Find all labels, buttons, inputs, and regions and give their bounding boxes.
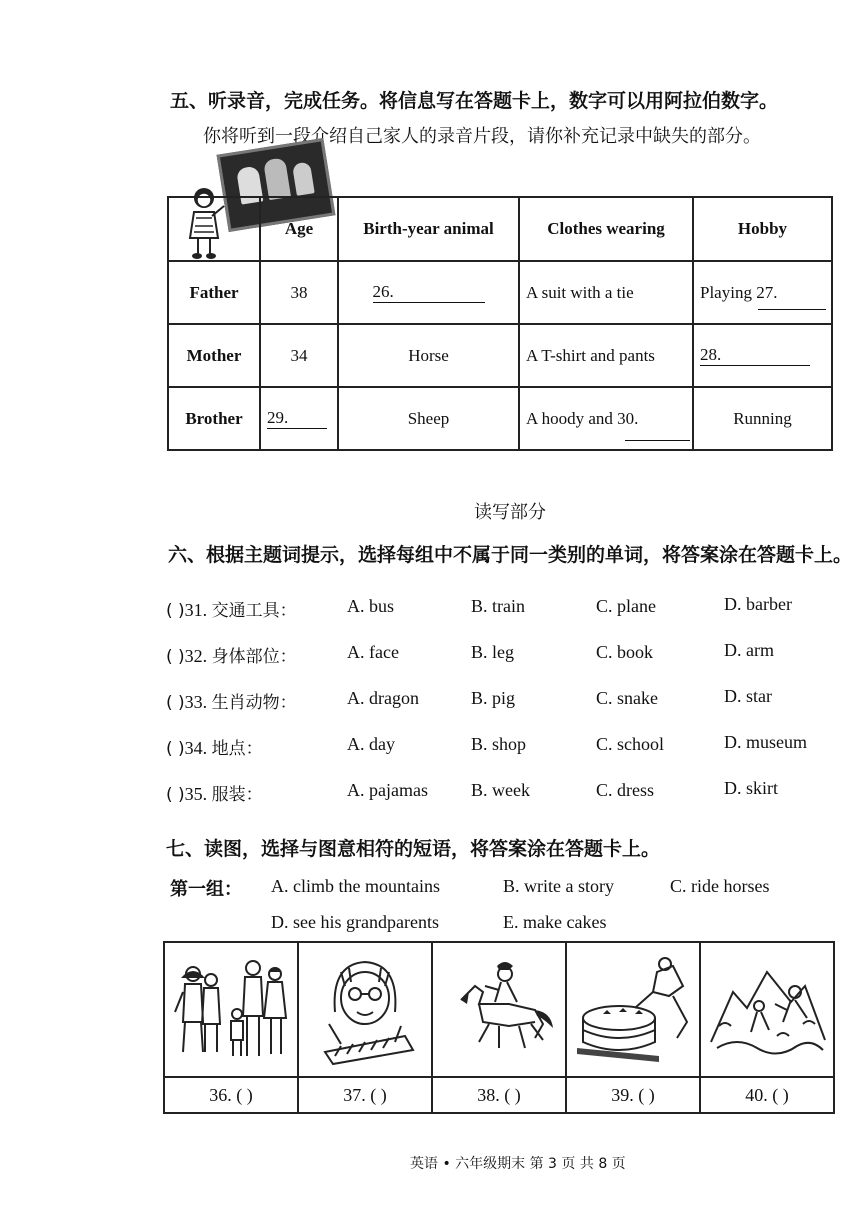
- header-birth-year-animal: Birth-year animal: [338, 197, 519, 261]
- table-row: [168, 261, 832, 324]
- option-a: A. bus: [347, 596, 395, 616]
- answer-paren[interactable]: ( ): [166, 693, 185, 713]
- option-b: B. pig: [471, 688, 516, 708]
- section7-title: 七、读图，选择与图意相符的短语，将答案涂在答题卡上。: [166, 838, 661, 860]
- picture-36-family: [164, 942, 298, 1077]
- age-cell: 34: [260, 324, 338, 387]
- answer-paren[interactable]: ( ): [166, 601, 185, 621]
- option-d: D. skirt: [724, 778, 778, 798]
- phrase-option-d: D. see his grandparents: [271, 912, 439, 932]
- blank-30-underline: [625, 440, 690, 441]
- option-a: A. pajamas: [347, 780, 428, 800]
- picture-39-cake: [566, 942, 700, 1077]
- member-name: Brother: [168, 387, 260, 450]
- question-number: 35.: [184, 784, 208, 804]
- making-cake-image: [573, 952, 693, 1067]
- option-a: A. day: [347, 734, 395, 754]
- answer-38[interactable]: 38. ( ): [432, 1077, 566, 1113]
- member-name: Father: [168, 261, 260, 324]
- question-topic: 地点：: [211, 739, 263, 759]
- phrase-option-b: B. write a story: [503, 876, 614, 896]
- question-number: 31.: [184, 600, 208, 620]
- header-age: Age: [260, 197, 338, 261]
- picture-matching-table: [163, 941, 835, 1114]
- option-a: A. dragon: [347, 688, 419, 708]
- section6-title: 六、根据主题词提示，选择每组中不属于同一类别的单词，将答案涂在答题卡上。: [168, 544, 853, 566]
- answer-37[interactable]: 37. ( ): [298, 1077, 432, 1113]
- option-d: D. museum: [724, 732, 807, 752]
- option-c: C. school: [596, 734, 665, 754]
- riding-horse-image: [439, 952, 559, 1067]
- table-header-row: [168, 197, 832, 261]
- family-visit-image: [171, 952, 291, 1067]
- header-hobby: Hobby: [693, 197, 832, 261]
- option-c: C. book: [596, 642, 654, 662]
- family-info-table: [167, 196, 833, 451]
- age-cell: [260, 387, 338, 450]
- option-b: B. train: [471, 596, 525, 616]
- question-32: [166, 642, 297, 667]
- picture-37-writing: [298, 942, 432, 1077]
- phrase-option-e: E. make cakes: [503, 912, 607, 932]
- member-name: Mother: [168, 324, 260, 387]
- header-clothes-wearing: Clothes wearing: [519, 197, 693, 261]
- picture-40-mountain: [700, 942, 834, 1077]
- answer-paren[interactable]: ( ): [166, 647, 185, 667]
- option-b: B. leg: [471, 642, 514, 662]
- answer-36[interactable]: 36. ( ): [164, 1077, 298, 1113]
- question-31: [166, 596, 297, 621]
- clothes-cell: A T-shirt and pants: [519, 324, 693, 387]
- answer-40[interactable]: 40. ( ): [700, 1077, 834, 1113]
- question-35: [166, 780, 263, 805]
- table-row: [168, 324, 832, 387]
- question-number: 34.: [184, 738, 208, 758]
- answer-paren[interactable]: ( ): [166, 739, 185, 759]
- option-d: D. arm: [724, 640, 774, 660]
- phrase-option-c: C. ride horses: [670, 876, 770, 896]
- option-a: A. face: [347, 642, 399, 662]
- picture-row: [164, 942, 834, 1077]
- option-d: D. barber: [724, 594, 792, 614]
- page-footer: 英语 • 六年级期末 第 3 页 共 8 页: [410, 1156, 626, 1172]
- group-label: 第一组：: [170, 879, 242, 900]
- section5-title: 五、听录音，完成任务。将信息写在答题卡上，数字可以用阿拉伯数字。: [170, 90, 779, 112]
- blank-26[interactable]: 26.: [373, 282, 485, 303]
- picture-38-horse: [432, 942, 566, 1077]
- animal-cell: [338, 261, 519, 324]
- question-number: 32.: [184, 646, 208, 666]
- blank-30[interactable]: A hoody and 30.: [526, 408, 639, 428]
- question-33: [166, 688, 297, 713]
- answer-39[interactable]: 39. ( ): [566, 1077, 700, 1113]
- blank-29[interactable]: 29.: [267, 408, 327, 429]
- hobby-cell: [693, 324, 832, 387]
- section5-instruction: 你将听到一段介绍自己家人的录音片段，请你补充记录中缺失的部分。: [203, 126, 761, 147]
- hobby-cell: Running: [693, 387, 832, 450]
- girl-writing-image: [305, 952, 425, 1067]
- question-topic: 生肖动物：: [211, 693, 297, 713]
- option-c: C. dress: [596, 780, 654, 800]
- blank-27[interactable]: Playing 27.: [700, 282, 778, 302]
- question-topic: 交通工具：: [211, 601, 297, 621]
- question-topic: 身体部位：: [211, 647, 297, 667]
- clothes-cell: A suit with a tie: [519, 261, 693, 324]
- animal-cell: Sheep: [338, 387, 519, 450]
- blank-27-underline: [758, 309, 826, 310]
- option-c: C. plane: [596, 596, 656, 616]
- option-b: B. week: [471, 780, 530, 800]
- hobby-cell: [693, 261, 832, 324]
- option-c: C. snake: [596, 688, 658, 708]
- empty-header-cell: [168, 197, 260, 261]
- option-d: D. star: [724, 686, 772, 706]
- animal-cell: Horse: [338, 324, 519, 387]
- climbing-mountain-image: [707, 952, 827, 1067]
- question-topic: 服装：: [211, 785, 263, 805]
- blank-28[interactable]: 28.: [700, 345, 810, 366]
- age-cell: 38: [260, 261, 338, 324]
- phrase-option-a: A. climb the mountains: [271, 876, 440, 896]
- part-title-reading-writing: 读写部分: [474, 502, 546, 523]
- answer-paren[interactable]: ( ): [166, 785, 185, 805]
- table-row: [168, 387, 832, 450]
- question-34: [166, 734, 263, 759]
- question-number: 33.: [184, 692, 208, 712]
- answer-row: [164, 1077, 834, 1113]
- option-b: B. shop: [471, 734, 527, 754]
